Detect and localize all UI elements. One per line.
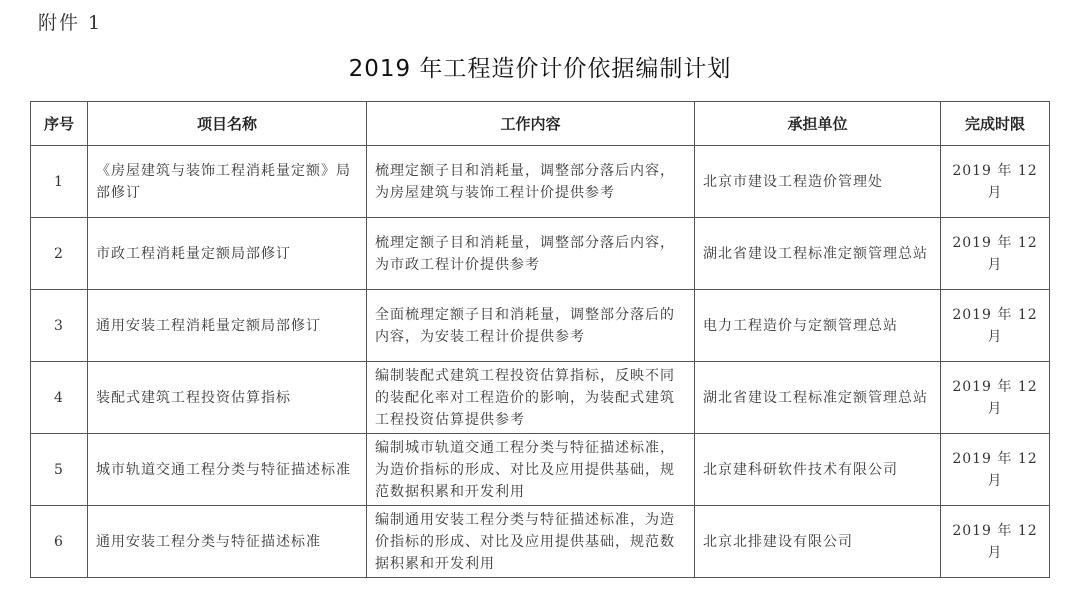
cell-content: 编制通用安装工程分类与特征描述标准，为造价指标的形成、对比及应用提供基础，规范数据积累和开发利用: [367, 506, 695, 578]
cell-no: 6: [31, 506, 88, 578]
plan-table: [30, 101, 1050, 578]
cell-deadline: 2019 年 12 月: [941, 362, 1050, 434]
cell-deadline: 2019 年 12 月: [941, 434, 1050, 506]
cell-no: 3: [31, 290, 88, 362]
attachment-label: 附件 1: [38, 12, 103, 34]
header-name: 项目名称: [88, 102, 367, 146]
cell-content: 全面梳理定额子目和消耗量，调整部分落后的内容，为安装工程计价提供参考: [367, 290, 695, 362]
table-row: [31, 506, 1050, 578]
header-no: 序号: [31, 102, 88, 146]
table-row: [31, 290, 1050, 362]
cell-no: 2: [31, 218, 88, 290]
cell-unit: 湖北省建设工程标准定额管理总站: [695, 218, 941, 290]
header-deadline: 完成时限: [941, 102, 1050, 146]
cell-deadline: 2019 年 12 月: [941, 146, 1050, 218]
cell-unit: 北京北排建设有限公司: [695, 506, 941, 578]
cell-content: 梳理定额子目和消耗量，调整部分落后内容，为市政工程计价提供参考: [367, 218, 695, 290]
cell-unit: 北京市建设工程造价管理处: [695, 146, 941, 218]
cell-no: 1: [31, 146, 88, 218]
cell-name: 通用安装工程消耗量定额局部修订: [88, 290, 367, 362]
cell-unit: 湖北省建设工程标准定额管理总站: [695, 362, 941, 434]
cell-name: 《房屋建筑与装饰工程消耗量定额》局部修订: [88, 146, 367, 218]
cell-unit: 电力工程造价与定额管理总站: [695, 290, 941, 362]
document-title: 2019 年工程造价计价依据编制计划: [348, 56, 732, 82]
cell-name: 装配式建筑工程投资估算指标: [88, 362, 367, 434]
cell-unit: 北京建科研软件技术有限公司: [695, 434, 941, 506]
table-row: [31, 434, 1050, 506]
cell-no: 5: [31, 434, 88, 506]
table-row: [31, 362, 1050, 434]
cell-name: 通用安装工程分类与特征描述标准: [88, 506, 367, 578]
cell-deadline: 2019 年 12 月: [941, 290, 1050, 362]
cell-deadline: 2019 年 12 月: [941, 218, 1050, 290]
table-row: [31, 218, 1050, 290]
cell-content: 编制城市轨道交通工程分类与特征描述标准，为造价指标的形成、对比及应用提供基础，规范数据积累和开发利用: [367, 434, 695, 506]
header-content: 工作内容: [367, 102, 695, 146]
cell-no: 4: [31, 362, 88, 434]
table-header-row: [31, 102, 1050, 146]
cell-content: 编制装配式建筑工程投资估算指标，反映不同的装配化率对工程造价的影响，为装配式建筑工程投资估算提供参考: [367, 362, 695, 434]
table-row: [31, 146, 1050, 218]
cell-deadline: 2019 年 12 月: [941, 506, 1050, 578]
cell-name: 城市轨道交通工程分类与特征描述标准: [88, 434, 367, 506]
cell-name: 市政工程消耗量定额局部修订: [88, 218, 367, 290]
header-unit: 承担单位: [695, 102, 941, 146]
cell-content: 梳理定额子目和消耗量，调整部分落后内容，为房屋建筑与装饰工程计价提供参考: [367, 146, 695, 218]
